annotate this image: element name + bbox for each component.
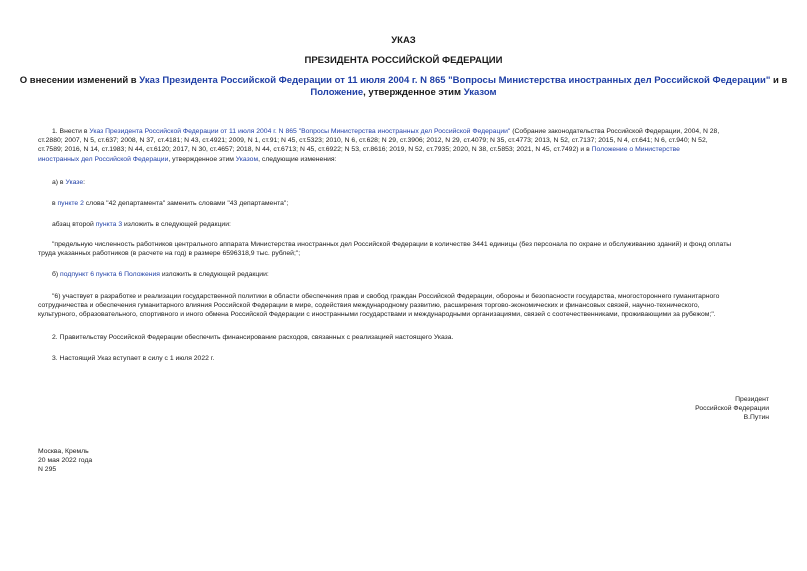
quote-subitem-6-line-3: культурного, образовательного, спортивного и иного обмена Российской Федерации с иностранными государствами и международными организациями, связей с соотечественниками, проживающими за рубежом;". xyxy=(38,311,716,319)
title-link-decree[interactable]: Указ Президента Российской Федерации от 11 июля 2004 г. N 865 "Вопросы Министерства иностранных дел Российской Федерации" xyxy=(139,75,771,86)
subitem-b-link[interactable]: подпункт 6 пункта 6 Положения xyxy=(60,271,160,278)
signature-country: Российской Федерации xyxy=(695,405,769,413)
paragraph-1 xyxy=(38,127,773,164)
subitem-b-lead: б) xyxy=(52,271,61,278)
subitem-b xyxy=(52,270,269,279)
item-point-2-lead: в xyxy=(52,200,58,207)
subitem-a xyxy=(52,178,85,187)
p1-link-this-decree[interactable]: Указом xyxy=(235,155,259,163)
item-point-3-lead: абзац второй xyxy=(52,221,96,228)
footer-place: Москва, Кремль xyxy=(38,448,89,455)
signature-name: В.Путин xyxy=(743,414,769,422)
p1-link-ministry[interactable]: иностранных дел Российской Федерации xyxy=(38,155,169,163)
paragraph-2: 2. Правительству Российской Федерации обеспечить финансирование расходов, связанных с реализацией настоящего Указа. xyxy=(52,334,454,341)
subitem-a-link[interactable]: Указе xyxy=(65,179,84,186)
title-prefix: О внесении изменений в xyxy=(19,75,140,86)
doc-type-heading: УКАЗ xyxy=(391,35,416,46)
paragraph-1-line-3 xyxy=(38,145,773,154)
footer-number: N 295 xyxy=(38,466,57,474)
item-point-3-tail: изложить в следующей редакции: xyxy=(122,221,231,228)
item-point-2-link[interactable]: пункте 2 xyxy=(57,200,84,207)
item-point-3-link[interactable]: пункта 3 xyxy=(95,221,123,228)
document-title xyxy=(0,75,807,99)
quote-staff-limit-line-2: труда указанных работников (в расчете на год) в размере 6596318,9 тыс. рублей;"; xyxy=(38,250,301,258)
document-footer xyxy=(38,447,92,475)
title-mid-2: , утвержденное этим xyxy=(363,87,464,98)
footer-date: 20 мая 2022 года xyxy=(38,457,93,465)
quote-staff-limit-line-1: "предельную численность работников центрального аппарата Министерства иностранных дел Российской Федерации в количестве 3441 единицы (без персонала по охране и обслуживанию зданий) и фонд оплаты xyxy=(52,241,732,248)
signature-block xyxy=(695,395,769,423)
title-link-regulation[interactable]: Положение xyxy=(310,87,364,98)
quote-subitem-6 xyxy=(38,292,773,320)
title-link-this-decree[interactable]: Указом xyxy=(463,87,497,98)
item-point-2-tail: слова "42 департамента" заменить словами "43 департамента"; xyxy=(83,200,289,207)
subitem-a-lead: а) в xyxy=(52,179,66,186)
p1-source-1: (Собрание законодательства Российской Федерации, 2004, N 28, xyxy=(510,128,720,135)
p1-link-regulation[interactable]: Положение о Министерстве xyxy=(591,146,680,154)
paragraph-1-line-1 xyxy=(38,127,773,136)
item-point-3 xyxy=(52,220,231,229)
item-point-2 xyxy=(52,199,288,208)
paragraph-3: 3. Настоящий Указ вступает в силу с 1 июля 2022 г. xyxy=(52,355,215,362)
quote-subitem-6-line-1: "6) участвует в разработке и реализации государственной политики в области обеспечения прав и свобод граждан Российской Федерации, обороны и безопасности государства, многостороннего гуманитарного xyxy=(52,293,720,300)
p1-source-3: ст.7589; 2016, N 14, ст.1983; N 44, ст.6120; 2017, N 30, ст.4657; 2018, N 44, ст.6713; N 45, ст.6922; N 53, ст.8616; 2019, N 52, ст.7935; 2020, N 38, ст.5853; 2021, N 45, ст.7492) и в xyxy=(38,146,592,154)
title-mid: и в xyxy=(770,75,788,86)
issuer-heading: ПРЕЗИДЕНТА РОССИЙСКОЙ ФЕДЕРАЦИИ xyxy=(304,55,503,66)
quote-subitem-6-line-2: сотрудничества и обеспечения гуманитарного влияния Российской Федерации в мире, содействия международному развитию, расширения торгово-экономических и финансовых связей, научно-технического, xyxy=(38,302,700,310)
subitem-a-tail: : xyxy=(83,179,85,186)
signature-title: Президент xyxy=(735,396,769,403)
p1-tail-1: , утвержденное этим xyxy=(168,155,236,163)
p1-link-decree[interactable]: Указ Президента Российской Федерации от 11 июля 2004 г. N 865 xyxy=(89,128,297,135)
paragraph-1-line-4 xyxy=(38,155,773,164)
p1-tail-2: , следующие изменения: xyxy=(258,155,337,163)
p1-lead: 1. Внести в xyxy=(52,128,90,135)
p1-link-decree-title[interactable]: "Вопросы Министерства иностранных дел Российской Федерации" xyxy=(298,128,511,135)
quote-staff-limit xyxy=(38,240,773,258)
paragraph-1-line-2: ст.2880; 2007, N 5, ст.637; 2008, N 37, ст.4181; N 43, ст.4921; 2009, N 1, ст.91; N 45, ст.5323; 2010, N 6, ст.628; N 29, ст.3906; 2012, N 29, ст.4079; N 35, ст.4773; 2013, N 52, ст.7137; 2015, N 4, ст.641; N 6, ст.940; N 52, xyxy=(38,137,708,145)
subitem-b-tail: изложить в следующей редакции: xyxy=(159,271,269,278)
